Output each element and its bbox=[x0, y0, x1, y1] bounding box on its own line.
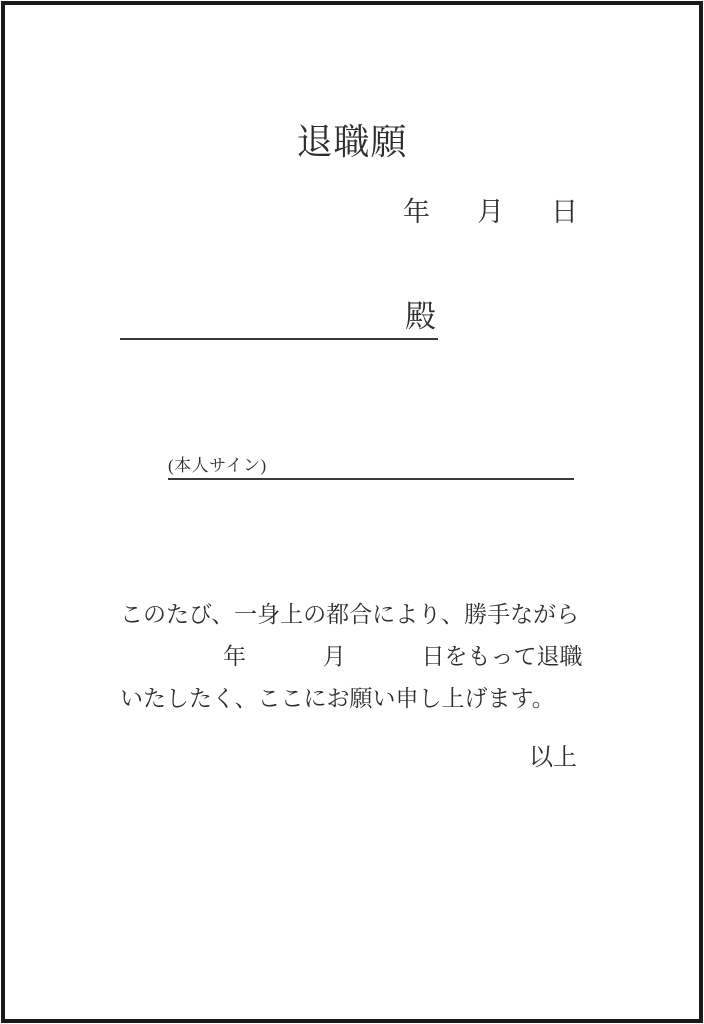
body-year-label: 年 bbox=[223, 644, 246, 669]
recipient-blank-line bbox=[120, 296, 438, 340]
signature-label: (本人サイン) bbox=[168, 456, 267, 475]
body-day-and-rest-label: 日をもって退職 bbox=[421, 644, 583, 669]
date-month-label: 月 bbox=[477, 197, 504, 227]
body-line-3: いたしたく、ここにお願い申し上げます。 bbox=[120, 686, 555, 711]
signature-blank-line bbox=[168, 452, 574, 480]
body-line-2 bbox=[120, 636, 620, 678]
body-month-label: 月 bbox=[322, 644, 346, 669]
body-line-1: このたび、一身上の都合により、勝手ながら bbox=[120, 602, 580, 627]
body-text bbox=[120, 594, 620, 720]
document-title: 退職願 bbox=[296, 122, 408, 162]
date-year-label: 年 bbox=[403, 197, 430, 227]
date-line bbox=[403, 197, 578, 227]
closing-label: 以上 bbox=[529, 745, 577, 771]
date-day-label: 日 bbox=[551, 197, 578, 227]
recipient-honorific-label: 殿 bbox=[405, 299, 436, 334]
